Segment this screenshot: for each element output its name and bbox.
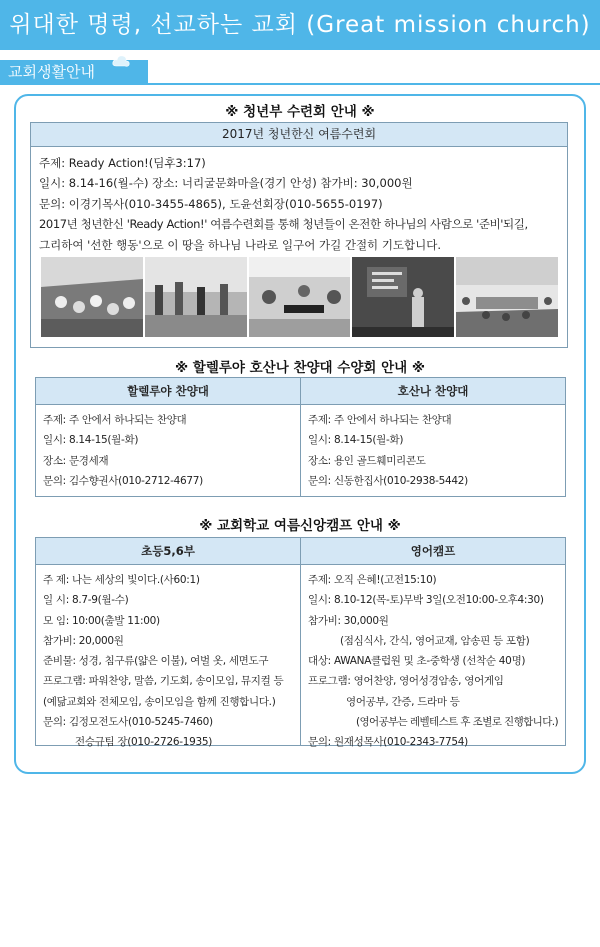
retreat-line: 주제: Ready Action!(딤후3:17) bbox=[39, 156, 206, 170]
camp-line: 참가비: 30,000원 bbox=[308, 614, 389, 627]
camp-elementary-column bbox=[36, 538, 300, 749]
camp-line: 일 시: 8.7-9(월-수) bbox=[43, 594, 129, 607]
choir-column-title: 할렐루야 찬양대 bbox=[36, 378, 300, 405]
choir-line: 주제: 주 안에서 하나되는 찬양대 bbox=[43, 414, 187, 426]
camp-line: 전승규팀 장(010-2726-1935) bbox=[75, 736, 213, 749]
choir-line: 장소: 용인 골드훼미리콘도 bbox=[308, 454, 426, 467]
retreat-photo-strip bbox=[41, 257, 558, 337]
retreat-box bbox=[30, 122, 568, 348]
camp-line: 모 임: 10:00(출발 11:00) bbox=[43, 614, 160, 627]
camp-column-title: 초등5,6부 bbox=[36, 538, 300, 565]
camp-line: 참가비: 20,000원 bbox=[43, 634, 124, 647]
retreat-box-title: 2017년 청년한신 여름수련회 bbox=[31, 123, 567, 147]
retreat-photo-worship bbox=[145, 257, 247, 337]
retreat-line: 일시: 8.14-16(월-수) 장소: 너리굴문화마을(경기 안성) 참가비: 30,000원 bbox=[39, 176, 413, 191]
choir-line: 주제: 주 안에서 하나되는 찬양대 bbox=[308, 414, 452, 426]
choir-line: 문의: 신동한집사(010-2938-5442) bbox=[308, 474, 468, 487]
camp-line: 프로그램: 영어찬양, 영어성경암송, 영어게임 bbox=[308, 675, 504, 688]
camp-line: 대상: AWANA클럽원 및 초-중학생 (선착순 40명) bbox=[308, 655, 526, 668]
retreat-photo-outdoor-group bbox=[41, 257, 143, 337]
camp-line: 프로그램: 파워찬양, 말씀, 기도회, 송이모임, 뮤지컬 등 bbox=[43, 675, 284, 688]
camp-line: 문의: 원재성목사(010-2343-7754) bbox=[308, 736, 468, 749]
page-banner: 위대한 명령, 선교하는 교회 (Great mission church) bbox=[0, 0, 600, 50]
retreat-line: 2017년 청년한신 'Ready Action!' 여름수련회를 통해 청년들이 온전한 하나님의 사람으로 '준비'되길, bbox=[39, 217, 528, 232]
choir-hosanna-column bbox=[300, 378, 565, 496]
camp-line: 일시: 8.10-12(목-토)무박 3일(오전10:00-오후4:30) bbox=[308, 594, 544, 607]
retreat-line: 그리하여 '선한 행동'으로 이 땅을 하나님 나라로 일구어 가길 간절히 기도합니다. bbox=[39, 237, 442, 252]
choir-line: 일시: 8.14-15(월-화) bbox=[43, 434, 139, 447]
camp-column-title: 영어캠프 bbox=[301, 538, 565, 565]
choir-column-title: 호산나 찬양대 bbox=[301, 378, 565, 405]
camp-line: 준비물: 성경, 침구류(얇은 이불), 여벌 옷, 세면도구 bbox=[43, 655, 269, 668]
cloud-icon bbox=[112, 54, 130, 68]
retreat-photo-stage bbox=[352, 257, 454, 337]
camp-line: 주제: 오직 은혜!(고전15:10) bbox=[308, 574, 437, 586]
choir-table bbox=[35, 377, 566, 497]
retreat-heading: ※ 청년부 수련회 안내 ※ bbox=[225, 104, 375, 120]
choir-heading: ※ 할렐루야 호산나 찬양대 수양회 안내 ※ bbox=[174, 360, 426, 376]
camp-line: (영어공부는 레벨테스트 후 조별로 진행합니다.) bbox=[356, 716, 558, 729]
camp-heading: ※ 교회학교 여름신앙캠프 안내 ※ bbox=[199, 518, 401, 534]
choir-line: 문의: 김수향권사(010-2712-4677) bbox=[43, 474, 203, 487]
choir-line: 장소: 문경세재 bbox=[43, 454, 109, 467]
choir-line: 일시: 8.14-15(월-화) bbox=[308, 434, 404, 447]
camp-column-details bbox=[36, 565, 300, 759]
retreat-photo-group bbox=[456, 257, 558, 337]
choir-hallelujah-column bbox=[36, 378, 300, 496]
camp-line: 영어공부, 간증, 드라마 등 bbox=[346, 695, 460, 708]
camp-line: (점심식사, 간식, 영어교재, 암송핀 등 포함) bbox=[340, 634, 530, 647]
choir-column-details bbox=[36, 405, 300, 497]
section-label: 교회생활안내 bbox=[0, 60, 148, 84]
section-rule bbox=[0, 83, 600, 85]
camp-line: 주 제: 나는 세상의 빛이다.(사60:1) bbox=[43, 574, 200, 586]
choir-column-details bbox=[301, 405, 565, 497]
camp-line: 문의: 김정모전도사(010-5245-7460) bbox=[43, 716, 213, 729]
retreat-photo-band bbox=[249, 257, 351, 337]
camp-english-column bbox=[300, 538, 565, 749]
camp-table bbox=[35, 537, 566, 749]
camp-column-details bbox=[301, 565, 565, 759]
retreat-line: 문의: 이경기목사(010-3455-4865), 도윤선회장(010-5655-0197) bbox=[39, 196, 383, 211]
camp-line: (예닮교회와 전체모임, 송이모임을 함께 진행합니다.) bbox=[43, 695, 276, 708]
retreat-details bbox=[31, 147, 567, 255]
